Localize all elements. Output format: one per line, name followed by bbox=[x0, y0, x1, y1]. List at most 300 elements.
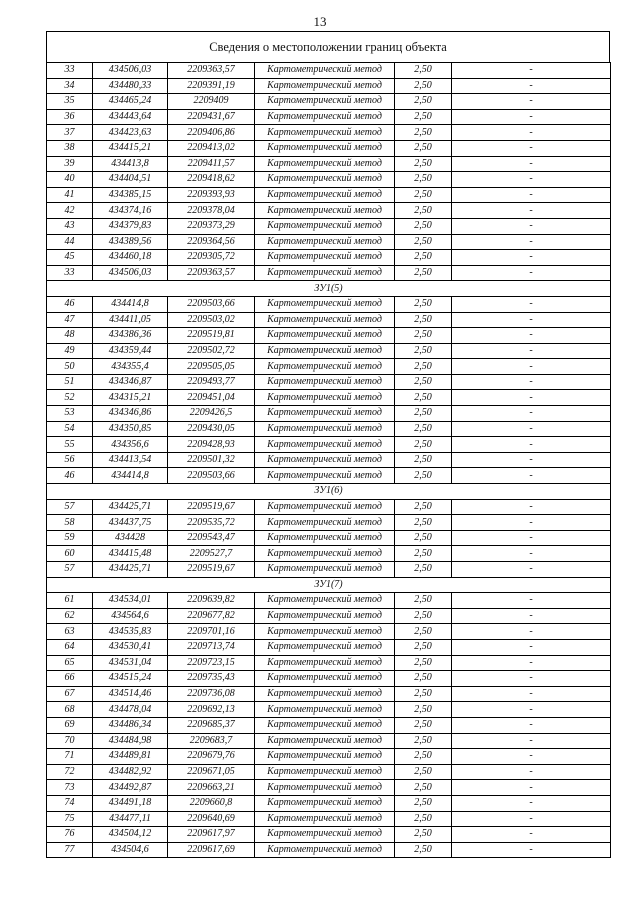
x-coordinate-cell: 434411,05 bbox=[93, 312, 168, 328]
table-row bbox=[47, 328, 611, 344]
description-cell: - bbox=[452, 265, 611, 281]
y-coordinate-cell: 2209493,77 bbox=[168, 374, 255, 390]
point-number-cell: 58 bbox=[47, 515, 93, 531]
x-coordinate-cell: 434415,48 bbox=[93, 546, 168, 562]
x-coordinate-cell: 434414,8 bbox=[93, 296, 168, 312]
table-row bbox=[47, 780, 611, 796]
accuracy-cell: 2,50 bbox=[395, 655, 452, 671]
x-coordinate-cell: 434315,21 bbox=[93, 390, 168, 406]
table-row bbox=[47, 639, 611, 655]
accuracy-cell: 2,50 bbox=[395, 421, 452, 437]
table-row bbox=[47, 156, 611, 172]
point-number-cell: 75 bbox=[47, 811, 93, 827]
table-row bbox=[47, 94, 611, 110]
x-coordinate-cell: 434514,46 bbox=[93, 686, 168, 702]
point-number-cell: 73 bbox=[47, 780, 93, 796]
y-coordinate-cell: 2209426,5 bbox=[168, 406, 255, 422]
table-row bbox=[47, 359, 611, 375]
accuracy-cell: 2,50 bbox=[395, 63, 452, 79]
x-coordinate-cell: 434386,36 bbox=[93, 328, 168, 344]
point-number-cell: 70 bbox=[47, 733, 93, 749]
accuracy-cell: 2,50 bbox=[395, 499, 452, 515]
description-cell: - bbox=[452, 530, 611, 546]
accuracy-cell: 2,50 bbox=[395, 639, 452, 655]
table-row bbox=[47, 468, 611, 484]
description-cell: - bbox=[452, 546, 611, 562]
point-number-cell: 76 bbox=[47, 827, 93, 843]
point-number-cell: 44 bbox=[47, 234, 93, 250]
description-cell: - bbox=[452, 374, 611, 390]
accuracy-cell: 2,50 bbox=[395, 811, 452, 827]
y-coordinate-cell: 2209683,7 bbox=[168, 733, 255, 749]
point-number-cell: 34 bbox=[47, 78, 93, 94]
table-row bbox=[47, 63, 611, 79]
description-cell: - bbox=[452, 717, 611, 733]
point-number-cell: 68 bbox=[47, 702, 93, 718]
accuracy-cell: 2,50 bbox=[395, 343, 452, 359]
method-cell: Картометрический метод bbox=[255, 655, 395, 671]
method-cell: Картометрический метод bbox=[255, 156, 395, 172]
description-cell: - bbox=[452, 78, 611, 94]
point-number-cell: 52 bbox=[47, 390, 93, 406]
description-cell: - bbox=[452, 811, 611, 827]
y-coordinate-cell: 2209305,72 bbox=[168, 250, 255, 266]
method-cell: Картометрический метод bbox=[255, 593, 395, 609]
accuracy-cell: 2,50 bbox=[395, 437, 452, 453]
x-coordinate-cell: 434506,03 bbox=[93, 63, 168, 79]
table-row bbox=[47, 733, 611, 749]
point-number-cell: 33 bbox=[47, 63, 93, 79]
method-cell: Картометрический метод bbox=[255, 218, 395, 234]
accuracy-cell: 2,50 bbox=[395, 234, 452, 250]
section-header-row bbox=[47, 281, 611, 297]
table-row bbox=[47, 78, 611, 94]
table-body bbox=[47, 63, 611, 858]
y-coordinate-cell: 2209640,69 bbox=[168, 811, 255, 827]
accuracy-cell: 2,50 bbox=[395, 749, 452, 765]
x-coordinate-cell: 434413,8 bbox=[93, 156, 168, 172]
description-cell: - bbox=[452, 172, 611, 188]
x-coordinate-cell: 434437,75 bbox=[93, 515, 168, 531]
description-cell: - bbox=[452, 406, 611, 422]
point-number-cell: 65 bbox=[47, 655, 93, 671]
accuracy-cell: 2,50 bbox=[395, 593, 452, 609]
table-row bbox=[47, 795, 611, 811]
point-number-cell: 46 bbox=[47, 296, 93, 312]
table-row bbox=[47, 749, 611, 765]
x-coordinate-cell: 434359,44 bbox=[93, 343, 168, 359]
table-title: Сведения о местоположении границ объекта bbox=[46, 31, 610, 62]
accuracy-cell: 2,50 bbox=[395, 686, 452, 702]
accuracy-cell: 2,50 bbox=[395, 250, 452, 266]
y-coordinate-cell: 2209363,57 bbox=[168, 63, 255, 79]
accuracy-cell: 2,50 bbox=[395, 733, 452, 749]
accuracy-cell: 2,50 bbox=[395, 203, 452, 219]
point-number-cell: 62 bbox=[47, 608, 93, 624]
method-cell: Картометрический метод bbox=[255, 671, 395, 687]
method-cell: Картометрический метод bbox=[255, 530, 395, 546]
point-number-cell: 69 bbox=[47, 717, 93, 733]
method-cell: Картометрический метод bbox=[255, 827, 395, 843]
y-coordinate-cell: 2209418,62 bbox=[168, 172, 255, 188]
accuracy-cell: 2,50 bbox=[395, 187, 452, 203]
point-number-cell: 43 bbox=[47, 218, 93, 234]
point-number-cell: 40 bbox=[47, 172, 93, 188]
accuracy-cell: 2,50 bbox=[395, 764, 452, 780]
y-coordinate-cell: 2209660,8 bbox=[168, 795, 255, 811]
table-row bbox=[47, 343, 611, 359]
y-coordinate-cell: 2209373,29 bbox=[168, 218, 255, 234]
y-coordinate-cell: 2209519,67 bbox=[168, 562, 255, 578]
description-cell: - bbox=[452, 562, 611, 578]
y-coordinate-cell: 2209505,05 bbox=[168, 359, 255, 375]
y-coordinate-cell: 2209519,67 bbox=[168, 499, 255, 515]
description-cell: - bbox=[452, 250, 611, 266]
x-coordinate-cell: 434564,6 bbox=[93, 608, 168, 624]
point-number-cell: 45 bbox=[47, 250, 93, 266]
table-row bbox=[47, 296, 611, 312]
method-cell: Картометрический метод bbox=[255, 780, 395, 796]
x-coordinate-cell: 434515,24 bbox=[93, 671, 168, 687]
y-coordinate-cell: 2209543,47 bbox=[168, 530, 255, 546]
method-cell: Картометрический метод bbox=[255, 842, 395, 858]
method-cell: Картометрический метод bbox=[255, 452, 395, 468]
description-cell: - bbox=[452, 780, 611, 796]
y-coordinate-cell: 2209393,93 bbox=[168, 187, 255, 203]
accuracy-cell: 2,50 bbox=[395, 78, 452, 94]
table-row bbox=[47, 390, 611, 406]
table-row bbox=[47, 624, 611, 640]
description-cell: - bbox=[452, 593, 611, 609]
method-cell: Картометрический метод bbox=[255, 250, 395, 266]
y-coordinate-cell: 2209364,56 bbox=[168, 234, 255, 250]
description-cell: - bbox=[452, 452, 611, 468]
method-cell: Картометрический метод bbox=[255, 608, 395, 624]
method-cell: Картометрический метод bbox=[255, 499, 395, 515]
y-coordinate-cell: 2209363,57 bbox=[168, 265, 255, 281]
table-row bbox=[47, 499, 611, 515]
accuracy-cell: 2,50 bbox=[395, 795, 452, 811]
x-coordinate-cell: 434404,51 bbox=[93, 172, 168, 188]
y-coordinate-cell: 2209617,97 bbox=[168, 827, 255, 843]
method-cell: Картометрический метод bbox=[255, 686, 395, 702]
table-row bbox=[47, 717, 611, 733]
description-cell: - bbox=[452, 842, 611, 858]
y-coordinate-cell: 2209692,13 bbox=[168, 702, 255, 718]
y-coordinate-cell: 2209378,04 bbox=[168, 203, 255, 219]
point-number-cell: 77 bbox=[47, 842, 93, 858]
method-cell: Картометрический метод bbox=[255, 733, 395, 749]
accuracy-cell: 2,50 bbox=[395, 671, 452, 687]
x-coordinate-cell: 434346,86 bbox=[93, 406, 168, 422]
accuracy-cell: 2,50 bbox=[395, 265, 452, 281]
x-coordinate-cell: 434477,11 bbox=[93, 811, 168, 827]
accuracy-cell: 2,50 bbox=[395, 94, 452, 110]
x-coordinate-cell: 434356,6 bbox=[93, 437, 168, 453]
x-coordinate-cell: 434491,18 bbox=[93, 795, 168, 811]
description-cell: - bbox=[452, 515, 611, 531]
accuracy-cell: 2,50 bbox=[395, 546, 452, 562]
point-number-cell: 55 bbox=[47, 437, 93, 453]
description-cell: - bbox=[452, 312, 611, 328]
x-coordinate-cell: 434428 bbox=[93, 530, 168, 546]
table-row bbox=[47, 437, 611, 453]
point-number-cell: 74 bbox=[47, 795, 93, 811]
method-cell: Картометрический метод bbox=[255, 546, 395, 562]
description-cell: - bbox=[452, 390, 611, 406]
point-number-cell: 57 bbox=[47, 499, 93, 515]
x-coordinate-cell: 434415,21 bbox=[93, 140, 168, 156]
point-number-cell: 48 bbox=[47, 328, 93, 344]
y-coordinate-cell: 2209502,72 bbox=[168, 343, 255, 359]
method-cell: Картометрический метод bbox=[255, 702, 395, 718]
boundary-coordinates-table bbox=[46, 62, 611, 858]
table-row bbox=[47, 187, 611, 203]
x-coordinate-cell: 434385,15 bbox=[93, 187, 168, 203]
method-cell: Картометрический метод bbox=[255, 203, 395, 219]
accuracy-cell: 2,50 bbox=[395, 374, 452, 390]
method-cell: Картометрический метод bbox=[255, 78, 395, 94]
method-cell: Картометрический метод bbox=[255, 624, 395, 640]
method-cell: Картометрический метод bbox=[255, 172, 395, 188]
method-cell: Картометрический метод bbox=[255, 234, 395, 250]
accuracy-cell: 2,50 bbox=[395, 296, 452, 312]
x-coordinate-cell: 434355,4 bbox=[93, 359, 168, 375]
table-row bbox=[47, 764, 611, 780]
x-coordinate-cell: 434443,64 bbox=[93, 109, 168, 125]
point-number-cell: 33 bbox=[47, 265, 93, 281]
table-row bbox=[47, 842, 611, 858]
y-coordinate-cell: 2209735,43 bbox=[168, 671, 255, 687]
description-cell: - bbox=[452, 296, 611, 312]
accuracy-cell: 2,50 bbox=[395, 530, 452, 546]
method-cell: Картометрический метод bbox=[255, 421, 395, 437]
description-cell: - bbox=[452, 437, 611, 453]
description-cell: - bbox=[452, 140, 611, 156]
x-coordinate-cell: 434425,71 bbox=[93, 562, 168, 578]
point-number-cell: 57 bbox=[47, 562, 93, 578]
method-cell: Картометрический метод bbox=[255, 94, 395, 110]
point-number-cell: 46 bbox=[47, 468, 93, 484]
table-row bbox=[47, 593, 611, 609]
method-cell: Картометрический метод bbox=[255, 374, 395, 390]
y-coordinate-cell: 2209431,67 bbox=[168, 109, 255, 125]
x-coordinate-cell: 434379,83 bbox=[93, 218, 168, 234]
y-coordinate-cell: 2209519,81 bbox=[168, 328, 255, 344]
x-coordinate-cell: 434486,34 bbox=[93, 717, 168, 733]
table-row bbox=[47, 218, 611, 234]
accuracy-cell: 2,50 bbox=[395, 624, 452, 640]
description-cell: - bbox=[452, 764, 611, 780]
method-cell: Картометрический метод bbox=[255, 390, 395, 406]
x-coordinate-cell: 434465,24 bbox=[93, 94, 168, 110]
boundary-table-sheet bbox=[46, 31, 610, 858]
table-row bbox=[47, 265, 611, 281]
point-number-cell: 59 bbox=[47, 530, 93, 546]
point-number-cell: 35 bbox=[47, 94, 93, 110]
point-number-cell: 47 bbox=[47, 312, 93, 328]
point-number-cell: 67 bbox=[47, 686, 93, 702]
y-coordinate-cell: 2209503,02 bbox=[168, 312, 255, 328]
section-header-row bbox=[47, 484, 611, 500]
accuracy-cell: 2,50 bbox=[395, 406, 452, 422]
accuracy-cell: 2,50 bbox=[395, 328, 452, 344]
x-coordinate-cell: 434374,16 bbox=[93, 203, 168, 219]
point-number-cell: 51 bbox=[47, 374, 93, 390]
description-cell: - bbox=[452, 686, 611, 702]
accuracy-cell: 2,50 bbox=[395, 827, 452, 843]
description-cell: - bbox=[452, 234, 611, 250]
table-row bbox=[47, 109, 611, 125]
point-number-cell: 53 bbox=[47, 406, 93, 422]
point-number-cell: 71 bbox=[47, 749, 93, 765]
y-coordinate-cell: 2209406,86 bbox=[168, 125, 255, 141]
table-row bbox=[47, 811, 611, 827]
table-row bbox=[47, 546, 611, 562]
y-coordinate-cell: 2209685,37 bbox=[168, 717, 255, 733]
x-coordinate-cell: 434492,87 bbox=[93, 780, 168, 796]
x-coordinate-cell: 434350,85 bbox=[93, 421, 168, 437]
table-row bbox=[47, 374, 611, 390]
point-number-cell: 36 bbox=[47, 109, 93, 125]
table-row bbox=[47, 452, 611, 468]
point-number-cell: 61 bbox=[47, 593, 93, 609]
description-cell: - bbox=[452, 639, 611, 655]
table-row bbox=[47, 406, 611, 422]
method-cell: Картометрический метод bbox=[255, 187, 395, 203]
accuracy-cell: 2,50 bbox=[395, 452, 452, 468]
table-row bbox=[47, 140, 611, 156]
description-cell: - bbox=[452, 749, 611, 765]
y-coordinate-cell: 2209428,93 bbox=[168, 437, 255, 453]
y-coordinate-cell: 2209527,7 bbox=[168, 546, 255, 562]
accuracy-cell: 2,50 bbox=[395, 218, 452, 234]
description-cell: - bbox=[452, 468, 611, 484]
accuracy-cell: 2,50 bbox=[395, 312, 452, 328]
y-coordinate-cell: 2209411,57 bbox=[168, 156, 255, 172]
accuracy-cell: 2,50 bbox=[395, 390, 452, 406]
method-cell: Картометрический метод bbox=[255, 515, 395, 531]
table-row bbox=[47, 312, 611, 328]
x-coordinate-cell: 434531,04 bbox=[93, 655, 168, 671]
accuracy-cell: 2,50 bbox=[395, 156, 452, 172]
y-coordinate-cell: 2209391,19 bbox=[168, 78, 255, 94]
point-number-cell: 49 bbox=[47, 343, 93, 359]
accuracy-cell: 2,50 bbox=[395, 702, 452, 718]
y-coordinate-cell: 2209679,76 bbox=[168, 749, 255, 765]
x-coordinate-cell: 434478,04 bbox=[93, 702, 168, 718]
description-cell: - bbox=[452, 421, 611, 437]
x-coordinate-cell: 434482,92 bbox=[93, 764, 168, 780]
point-number-cell: 64 bbox=[47, 639, 93, 655]
description-cell: - bbox=[452, 733, 611, 749]
point-number-cell: 50 bbox=[47, 359, 93, 375]
method-cell: Картометрический метод bbox=[255, 359, 395, 375]
y-coordinate-cell: 2209639,82 bbox=[168, 593, 255, 609]
y-coordinate-cell: 2209713,74 bbox=[168, 639, 255, 655]
description-cell: - bbox=[452, 156, 611, 172]
page-number: 13 bbox=[313, 14, 327, 29]
x-coordinate-cell: 434489,81 bbox=[93, 749, 168, 765]
table-row bbox=[47, 827, 611, 843]
description-cell: - bbox=[452, 94, 611, 110]
description-cell: - bbox=[452, 827, 611, 843]
section-label: ЗУ1(5) bbox=[47, 281, 611, 297]
table-row bbox=[47, 702, 611, 718]
point-number-cell: 63 bbox=[47, 624, 93, 640]
accuracy-cell: 2,50 bbox=[395, 109, 452, 125]
table-row bbox=[47, 234, 611, 250]
point-number-cell: 39 bbox=[47, 156, 93, 172]
description-cell: - bbox=[452, 63, 611, 79]
description-cell: - bbox=[452, 359, 611, 375]
y-coordinate-cell: 2209409 bbox=[168, 94, 255, 110]
method-cell: Картометрический метод bbox=[255, 795, 395, 811]
x-coordinate-cell: 434389,56 bbox=[93, 234, 168, 250]
method-cell: Картометрический метод bbox=[255, 437, 395, 453]
point-number-cell: 41 bbox=[47, 187, 93, 203]
accuracy-cell: 2,50 bbox=[395, 172, 452, 188]
point-number-cell: 54 bbox=[47, 421, 93, 437]
accuracy-cell: 2,50 bbox=[395, 140, 452, 156]
method-cell: Картометрический метод bbox=[255, 265, 395, 281]
accuracy-cell: 2,50 bbox=[395, 717, 452, 733]
x-coordinate-cell: 434504,12 bbox=[93, 827, 168, 843]
x-coordinate-cell: 434504,6 bbox=[93, 842, 168, 858]
y-coordinate-cell: 2209617,69 bbox=[168, 842, 255, 858]
accuracy-cell: 2,50 bbox=[395, 515, 452, 531]
x-coordinate-cell: 434480,33 bbox=[93, 78, 168, 94]
table-row bbox=[47, 203, 611, 219]
accuracy-cell: 2,50 bbox=[395, 562, 452, 578]
description-cell: - bbox=[452, 125, 611, 141]
method-cell: Картометрический метод bbox=[255, 639, 395, 655]
description-cell: - bbox=[452, 702, 611, 718]
method-cell: Картометрический метод bbox=[255, 312, 395, 328]
section-label: ЗУ1(6) bbox=[47, 484, 611, 500]
y-coordinate-cell: 2209671,05 bbox=[168, 764, 255, 780]
description-cell: - bbox=[452, 328, 611, 344]
y-coordinate-cell: 2209701,16 bbox=[168, 624, 255, 640]
y-coordinate-cell: 2209663,21 bbox=[168, 780, 255, 796]
y-coordinate-cell: 2209503,66 bbox=[168, 468, 255, 484]
accuracy-cell: 2,50 bbox=[395, 125, 452, 141]
method-cell: Картометрический метод bbox=[255, 811, 395, 827]
point-number-cell: 42 bbox=[47, 203, 93, 219]
accuracy-cell: 2,50 bbox=[395, 842, 452, 858]
y-coordinate-cell: 2209535,72 bbox=[168, 515, 255, 531]
method-cell: Картометрический метод bbox=[255, 328, 395, 344]
x-coordinate-cell: 434425,71 bbox=[93, 499, 168, 515]
accuracy-cell: 2,50 bbox=[395, 359, 452, 375]
y-coordinate-cell: 2209723,15 bbox=[168, 655, 255, 671]
x-coordinate-cell: 434423,63 bbox=[93, 125, 168, 141]
table-row bbox=[47, 562, 611, 578]
y-coordinate-cell: 2209430,05 bbox=[168, 421, 255, 437]
method-cell: Картометрический метод bbox=[255, 406, 395, 422]
accuracy-cell: 2,50 bbox=[395, 780, 452, 796]
y-coordinate-cell: 2209501,32 bbox=[168, 452, 255, 468]
method-cell: Картометрический метод bbox=[255, 63, 395, 79]
x-coordinate-cell: 434413,54 bbox=[93, 452, 168, 468]
x-coordinate-cell: 434460,18 bbox=[93, 250, 168, 266]
description-cell: - bbox=[452, 624, 611, 640]
method-cell: Картометрический метод bbox=[255, 109, 395, 125]
section-header-row bbox=[47, 577, 611, 593]
x-coordinate-cell: 434484,98 bbox=[93, 733, 168, 749]
accuracy-cell: 2,50 bbox=[395, 608, 452, 624]
method-cell: Картометрический метод bbox=[255, 717, 395, 733]
